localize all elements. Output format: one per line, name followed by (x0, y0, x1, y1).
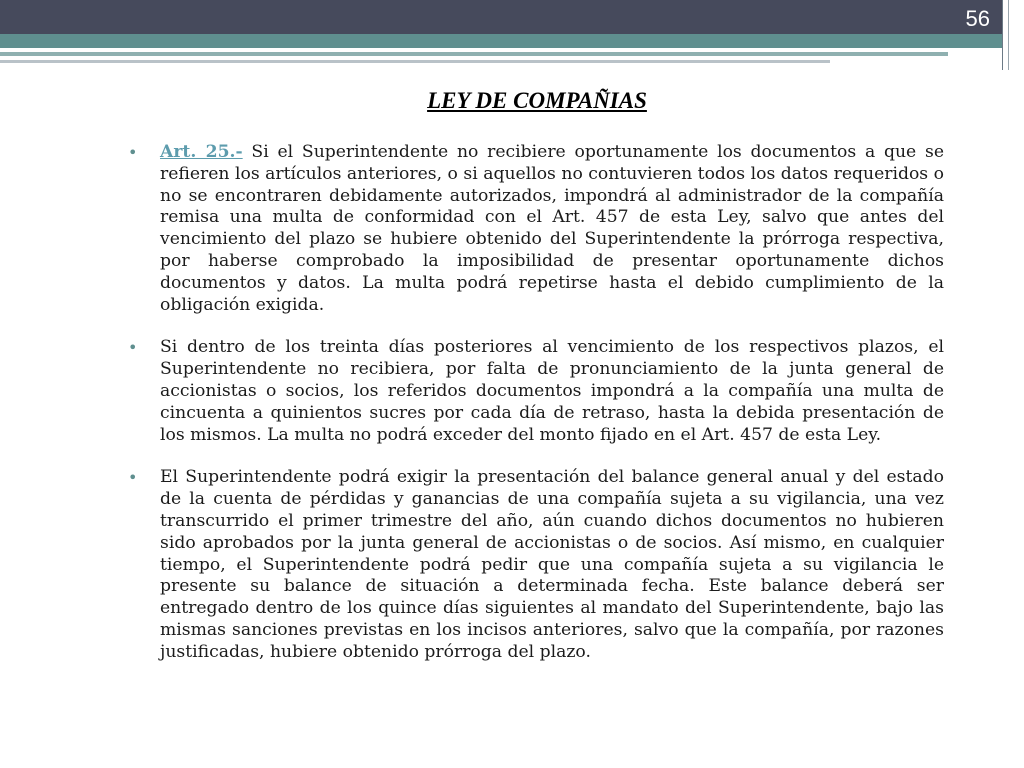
page-number: 56 (965, 6, 990, 31)
header-vertical-line-secondary (1008, 0, 1009, 70)
header-line-teal (0, 52, 948, 56)
article-link[interactable]: Art. 25.- (160, 142, 243, 162)
bullet-item (128, 337, 944, 446)
bullet-item (128, 142, 944, 316)
header-line-grey (0, 60, 830, 63)
slide-title: LEY DE COMPAÑIAS (427, 88, 647, 113)
bullet-icon: • (128, 338, 138, 358)
header-bar-teal (0, 34, 1002, 48)
bullet-text: Si el Superintendente no recibiere oportunamente los documentos a que se refieren los artículos anteriores, o si aquellos no contuvieren todos los datos requeridos o no se encontraren debidamente autorizados, impondrá al administrador de la compañía remisa una multa de conformidad con el Art. 457 de esta Ley, salvo que antes del vencimiento del plazo se hubiere obtenido del Superintendente la prórroga respectiva, por haberse comprobado la imposibilidad de presentar oportunamente dichos documentos y datos. La multa podrá repetirse hasta el debido cumplimiento de la obligación exigida. (160, 142, 944, 315)
bullet-icon: • (128, 143, 138, 162)
header-bar-dark (0, 0, 1002, 34)
bullet-icon: • (128, 468, 138, 488)
slide-content (128, 142, 944, 685)
bullet-item (128, 467, 944, 663)
bullet-text: El Superintendente podrá exigir la presentación del balance general anual y del estado de la cuenta de pérdidas y ganancias de una compañía sujeta a su vigilancia, una vez transcurrido el primer trimestre del año, aún cuando dichos documentos no hubieren sido aprobados por la junta general de accionistas o de socios. Así mismo, en cualquier tiempo, el Superintendente podrá pedir que una compañía sujeta a su vigilancia le presente su balance de situación a determinada fecha. Este balance deberá ser entregado dentro de los quince días siguientes al mandato del Superintendente, bajo las mismas sanciones previstas en los incisos anteriores, salvo que la compañía, por razones justificadas, hubiere obtenido prórroga del plazo. (160, 467, 944, 662)
header-vertical-line (1002, 0, 1003, 70)
bullet-text: Si dentro de los treinta días posteriores al vencimiento de los respectivos plazos, el Superintendente no recibiera, por falta de pronunciamiento de la junta general de accionistas o socios, los referidos documentos impondrá a la compañía una multa de cincuenta a quinientos sucres por cada día de retraso, hasta la debida presentación de los mismos. La multa no podrá exceder del monto fijado en el Art. 457 de esta Ley. (160, 337, 944, 445)
